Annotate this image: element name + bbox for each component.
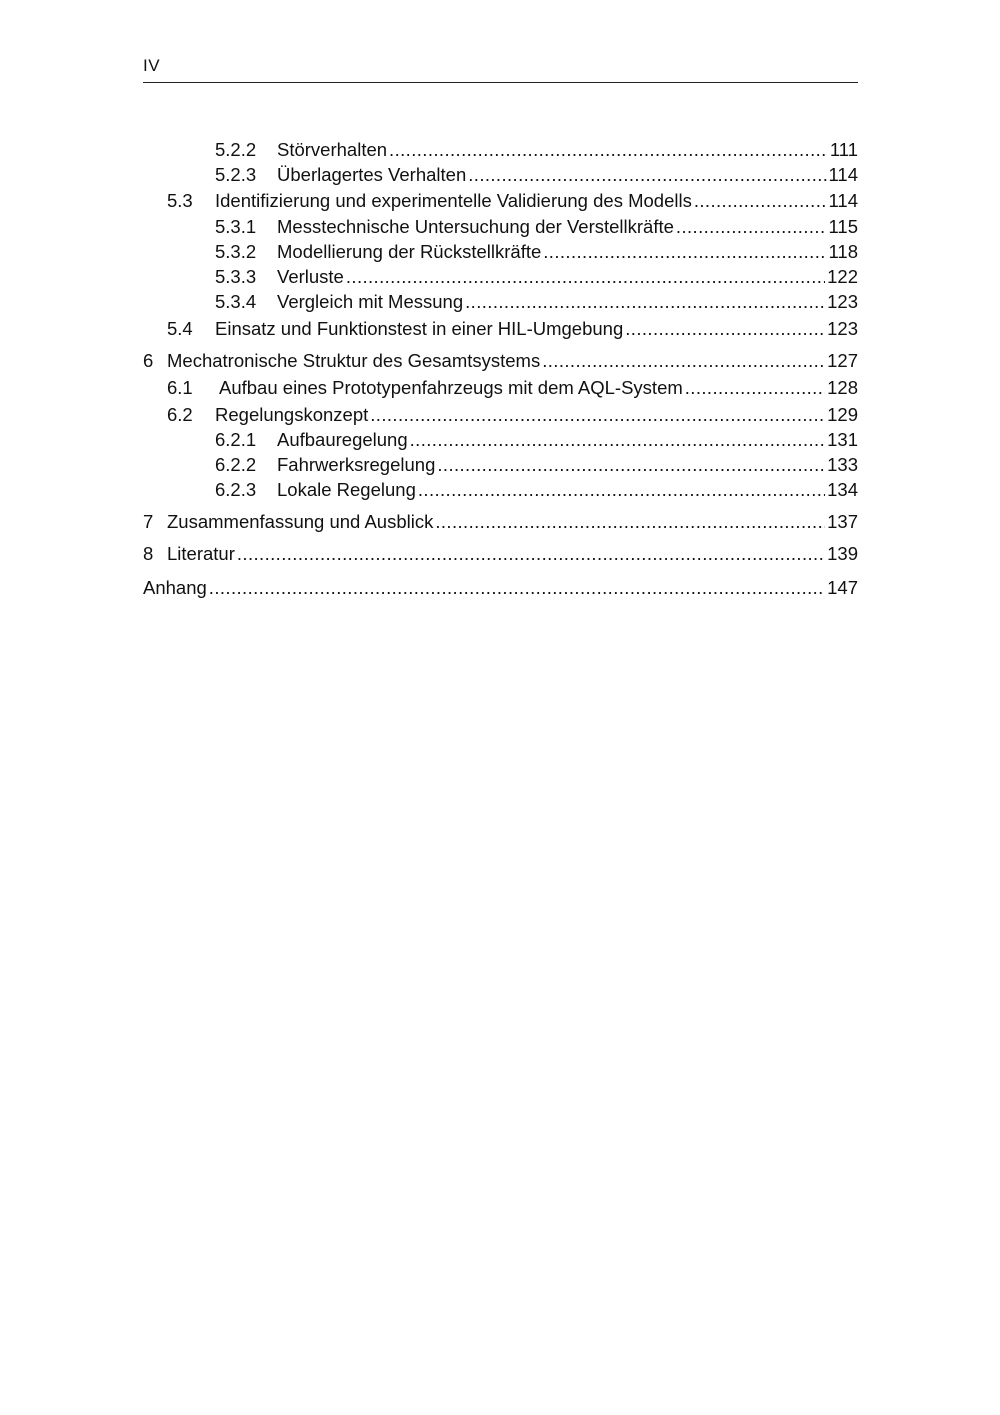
toc-title: Modellierung der Rückstellkräfte (277, 241, 542, 262)
toc-leader (542, 348, 825, 373)
toc-entry[interactable] (143, 477, 858, 502)
toc-page: 114 (828, 190, 858, 211)
toc-number: 5.3.3 (215, 266, 257, 287)
toc-title: Anhang (143, 577, 207, 598)
toc-page: 111 (829, 139, 858, 160)
toc-leader (685, 375, 825, 400)
toc-page: 147 (827, 577, 858, 598)
toc-page: 123 (827, 318, 858, 339)
toc-leader (435, 509, 825, 534)
toc-title: Aufbau eines Prototypenfahrzeugs mit dem AQL-System (219, 377, 683, 398)
toc-page: 134 (827, 479, 858, 500)
toc-title: Identifizierung und experimentelle Validierung des Modells (215, 190, 692, 211)
toc-page: 129 (827, 404, 858, 425)
toc-entry[interactable] (143, 348, 858, 373)
toc-entry[interactable] (143, 575, 858, 600)
toc-page: 114 (828, 164, 858, 185)
toc-title: Vergleich mit Messung (277, 291, 464, 312)
toc-entry[interactable] (143, 137, 858, 162)
toc-page: 122 (827, 266, 858, 287)
toc-title: Regelungskonzept (215, 404, 369, 425)
toc-number: 6.2.2 (215, 454, 257, 475)
toc-page: 131 (827, 429, 858, 450)
toc-number: 5.3 (167, 190, 193, 211)
toc-page: 115 (828, 216, 858, 237)
toc-title: Fahrwerksregelung (277, 454, 436, 475)
toc-leader (410, 427, 825, 452)
page-number: IV (143, 56, 161, 75)
toc-entry[interactable] (143, 509, 858, 534)
toc-page: 133 (827, 454, 858, 475)
toc-leader (237, 541, 825, 566)
toc-leader (418, 477, 825, 502)
toc-leader (346, 264, 825, 289)
toc-entry[interactable] (143, 402, 858, 427)
toc-leader (465, 289, 825, 314)
toc-number: 6.2 (167, 404, 193, 425)
toc-leader (389, 137, 828, 162)
toc-page: 139 (827, 543, 858, 564)
toc-number: 5.3.2 (215, 241, 257, 262)
toc-leader (543, 239, 826, 264)
toc-entry[interactable] (143, 214, 858, 239)
toc-title: Aufbauregelung (277, 429, 408, 450)
toc-number: 6.2.3 (215, 479, 257, 500)
toc-title: Zusammenfassung und Ausblick (167, 511, 434, 532)
toc-number: 6.1 (167, 377, 193, 398)
toc-number: 5.4 (167, 318, 193, 339)
toc-leader (625, 316, 825, 341)
toc-page: 127 (827, 350, 858, 371)
toc-leader (676, 214, 827, 239)
toc-entry[interactable] (143, 264, 858, 289)
toc-entry[interactable] (143, 452, 858, 477)
toc-title: Überlagertes Verhalten (277, 164, 467, 185)
toc-leader (209, 575, 825, 600)
toc-entry[interactable] (143, 541, 858, 566)
toc-title: Verluste (277, 266, 344, 287)
toc-entry[interactable] (143, 188, 858, 213)
toc-title: Literatur (167, 543, 235, 564)
toc-number: 7 (143, 511, 154, 532)
toc-number: 8 (143, 543, 154, 564)
toc-number: 5.3.1 (215, 216, 257, 237)
toc-page: 123 (827, 291, 858, 312)
toc-entry[interactable] (143, 239, 858, 264)
header-rule (143, 82, 858, 83)
toc-leader (694, 188, 827, 213)
toc-page: 128 (827, 377, 858, 398)
toc-title: Störverhalten (277, 139, 388, 160)
toc-title: Mechatronische Struktur des Gesamtsystems (167, 350, 541, 371)
toc-page: 137 (827, 511, 858, 532)
toc-title: Lokale Regelung (277, 479, 416, 500)
toc-leader (437, 452, 825, 477)
toc-number: 6 (143, 350, 154, 371)
toc-entry[interactable] (143, 375, 858, 400)
toc-entry[interactable] (143, 316, 858, 341)
toc-leader (370, 402, 825, 427)
toc-entry[interactable] (143, 162, 858, 187)
toc-title: Messtechnische Untersuchung der Verstellkräfte (277, 216, 674, 237)
toc-number: 5.3.4 (215, 291, 257, 312)
toc-number: 5.2.2 (215, 139, 257, 160)
toc-leader (468, 162, 826, 187)
toc-title: Einsatz und Funktionstest in einer HIL-Umgebung (215, 318, 624, 339)
toc-number: 5.2.3 (215, 164, 257, 185)
toc-entry[interactable] (143, 427, 858, 452)
toc-entry[interactable] (143, 289, 858, 314)
toc-page: 118 (828, 241, 858, 262)
toc-number: 6.2.1 (215, 429, 257, 450)
